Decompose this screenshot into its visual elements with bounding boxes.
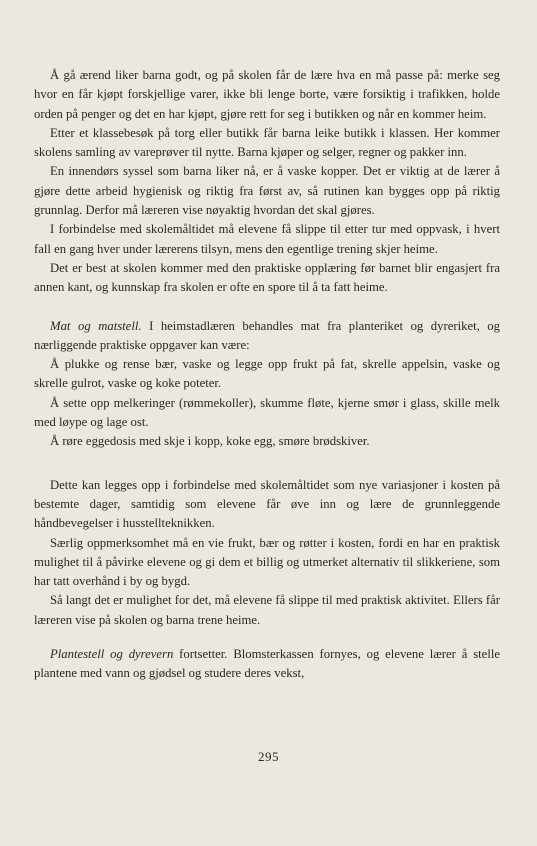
paragraph: Å gå ærend liker barna godt, og på skolen får de lære hva en må passe på: merke seg hvor en får kjøpt forskjellige varer, ikke bli lenge borte, være forsiktig i trafikken, holde orden på penger og det en har kjøpt, gjøre rett for seg i butikken og når en kommer heim.: [34, 68, 500, 121]
paragraph: En innendørs syssel som barna liker nå, er å vaske kopper. Det er viktig at de lærer å gjøre dette arbeid hygienisk og riktig fra først av, så rutinen kan bygges opp på riktig grunnlag. Derfor må læreren vise nøyaktig hvordan det skal gjøres.: [34, 164, 500, 218]
paragraph: I forbindelse med skolemåltidet må elevene få slippe til etter tur med oppvask, i hvert fall en gang hver under lærerens tilsyn, mens den egentlige trening skjer heime.: [34, 222, 500, 256]
paragraph: Særlig oppmerksomhet må en vie frukt, bær og røtter i kosten, fordi en har en praktisk mulighet til å påvirke elevene og gi dem et billig og utmerket alternativ til slikkeriene, som har tatt overhånd i by og bygd.: [34, 535, 500, 589]
paragraph: Dette kan legges opp i forbindelse med skolemåltidet som nye variasjoner i kosten på bestemte dager, samtidig som elevene får øve inn og lære de grunnleggende håndbevegelser i husstellteknikken.: [34, 477, 500, 531]
section-plante: [34, 645, 500, 684]
page-number: 295: [258, 749, 279, 764]
list-item: Å plukke og rense bær, vaske og legge opp frukt på fat, skrelle appelsin, vaske og skrelle gulrot, vaske og koke poteter.: [34, 357, 500, 391]
section-text-mat: I heimstadlæren behandles mat fra planteriket og dyreriket, og nærliggende praktiske oppgaver kan være:: [34, 318, 500, 352]
section-heading-plante: Plantestell og dyrevern: [50, 647, 174, 662]
list-item: Å røre eggedosis med skje i kopp, koke egg, smøre brødskiver.: [50, 434, 370, 449]
section-text-plante: fortsetter. Blomsterkassen fornyes, og elevene lærer å stelle plantene med vann og gjødsel og studere deres vekst,: [34, 647, 500, 681]
body-text: [34, 66, 500, 684]
section-mat: [34, 317, 500, 356]
section-heading-mat: Mat og matstell.: [50, 318, 142, 333]
paragraph: Etter et klassebesøk på torg eller butikk får barna leike butikk i klassen. Her kommer skolens samling av vareprøver til nytte. Barna kjøper og selger, regner og pakker inn.: [34, 125, 500, 160]
paragraph: Det er best at skolen kommer med den praktiske opplæring før barnet blir engasjert fra annen kant, og kunnskap fra skolen er ofte en spore til å ta fatt heime.: [34, 260, 500, 295]
paragraph: Så langt det er mulighet for det, må elevene få slippe til med praktisk aktivitet. Ellers får læreren vise på skolen og barna trene heime.: [34, 593, 500, 627]
list-item: Å sette opp melkeringer (rømmekoller), skumme fløte, kjerne smør i glass, skille melk med løype og lage ost.: [34, 395, 500, 430]
